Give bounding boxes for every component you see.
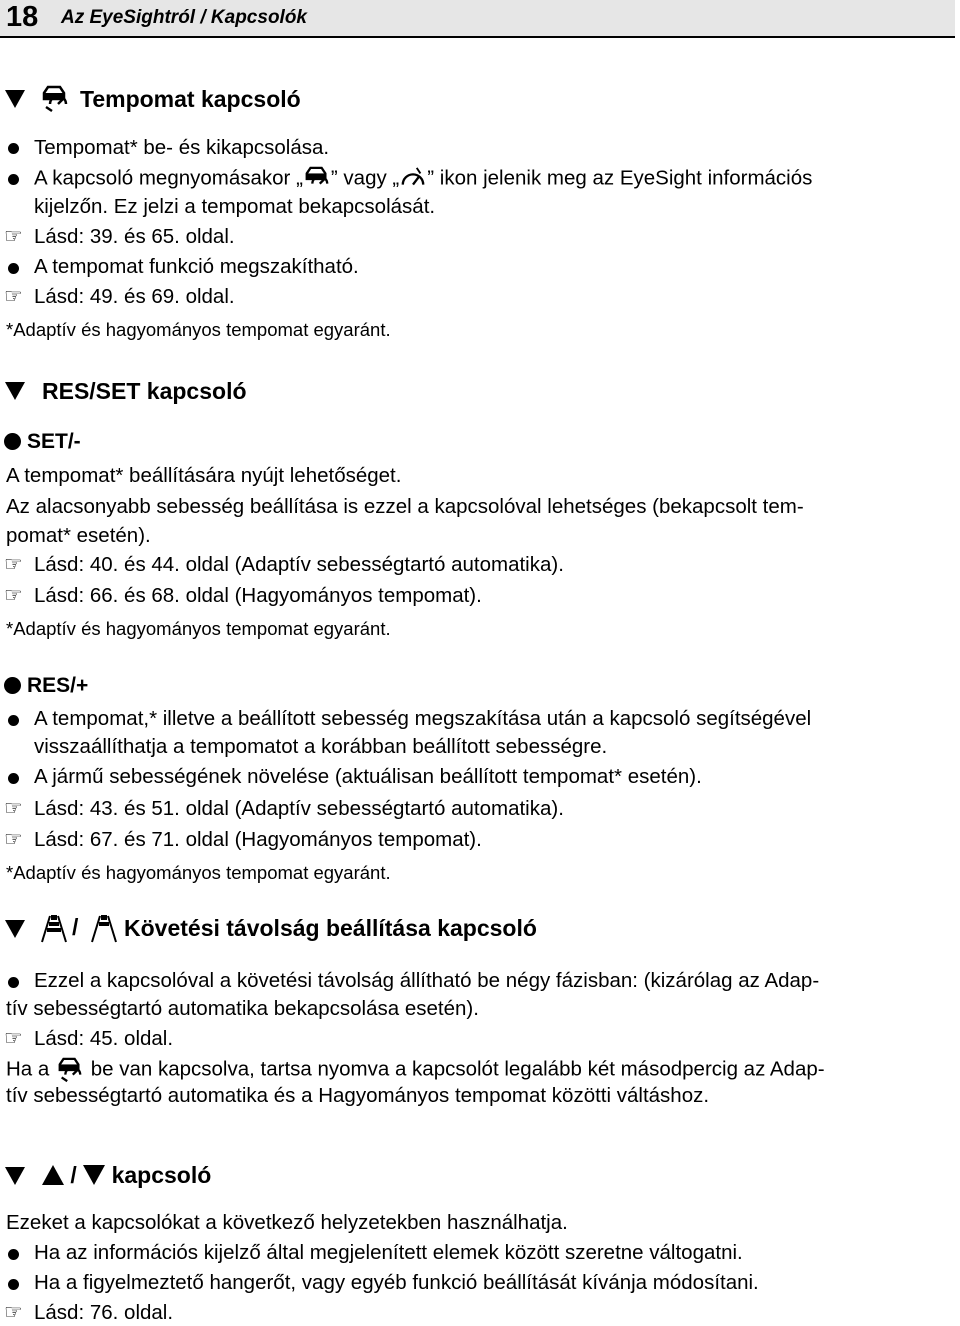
reference-icon: ☞ (4, 828, 23, 851)
set-note: *Adaptív és hagyományos tempomat egyaránt. (6, 618, 391, 639)
distance-line-2: tív sebességtartó automatika bekapcsolása esetén). (6, 997, 479, 1020)
section-marker-icon (5, 920, 25, 938)
reference-icon: ☞ (4, 285, 23, 308)
distance-short-icon (88, 912, 120, 944)
section-heading-distance: Követési távolság beállítása kapcsoló (124, 915, 537, 941)
res-note: *Adaptív és hagyományos tempomat egyaránt. (6, 862, 391, 883)
speedometer-icon (399, 166, 427, 192)
updown-line-2: Ha az információs kijelző által megjelenített elemek között szeretne váltogatni. (34, 1241, 743, 1264)
section-marker-icon (5, 90, 25, 108)
distance-line-3: Ha a be van kapcsolva, tartsa nyomva a kapcsolót legalább két másodpercig az Adap- (6, 1057, 825, 1083)
bullet (8, 773, 19, 784)
cruise-line-2: A kapcsoló megnyomásakor „ ” vagy „ ” ikon jelenik meg az EyeSight információs (34, 166, 812, 192)
cruise-ref-1: Lásd: 39. és 65. oldal. (34, 225, 235, 248)
updown-line-3: Ha a figyelmeztető hangerőt, vagy egyéb funkció beállítását kívánja módosítani. (34, 1271, 759, 1294)
updown-heading-row: / kapcsoló (42, 1161, 211, 1189)
subsection-dot-icon (4, 433, 21, 450)
bullet (8, 174, 19, 185)
updown-line-1: Ezeket a kapcsolókat a következő helyzetekben használhatja. (6, 1211, 568, 1234)
cruise-car-icon (55, 1057, 85, 1083)
set-ref-1: Lásd: 40. és 44. oldal (Adaptív sebességtartó automatika). (34, 553, 564, 576)
distance-line-4: tív sebességtartó automatika és a Hagyományos tempomat közötti váltáshoz. (6, 1084, 710, 1107)
arrow-up-icon (42, 1165, 64, 1185)
subsection-heading-res: RES/+ (27, 674, 89, 697)
distance-long-icon (38, 912, 70, 944)
updown-ref: Lásd: 76. oldal. (34, 1301, 174, 1324)
set-line-2: Az alacsonyabb sebesség beállítása is ezzel a kapcsolóval lehetséges (bekapcsolt tem- (6, 495, 804, 518)
subsection-dot-icon (4, 677, 21, 694)
cruise-car-icon (40, 85, 70, 113)
distance-ref: Lásd: 45. oldal. (34, 1027, 174, 1050)
res-line-2: visszaállíthatja a tempomatot a korábban beállított sebességre. (34, 735, 608, 758)
subsection-heading-set: SET/- (27, 430, 81, 453)
bullet (8, 263, 19, 274)
res-line-3: A jármű sebességének növelése (aktuálisan beállított tempomat* esetén). (34, 765, 702, 788)
section-marker-icon (5, 1167, 25, 1185)
arrow-down-icon (83, 1165, 105, 1185)
cruise-ref-2: Lásd: 49. és 69. oldal. (34, 285, 235, 308)
reference-icon: ☞ (4, 1027, 23, 1050)
bullet (8, 977, 19, 988)
reference-icon: ☞ (4, 1301, 23, 1324)
section-heading-cruise: Tempomat kapcsoló (80, 86, 301, 112)
bullet (8, 715, 19, 726)
cruise-line-4: A tempomat funkció megszakítható. (34, 255, 359, 278)
section-heading-updown: kapcsoló (111, 1162, 212, 1188)
reference-icon: ☞ (4, 225, 23, 248)
cruise-car-icon (303, 166, 331, 192)
reference-icon: ☞ (4, 584, 23, 607)
cruise-line-1: Tempomat* be- és kikapcsolása. (34, 136, 330, 159)
set-ref-2: Lásd: 66. és 68. oldal (Hagyományos tempomat). (34, 584, 482, 607)
page-number: 18 (6, 1, 39, 33)
page-header (0, 0, 955, 38)
reference-icon: ☞ (4, 797, 23, 820)
set-line-1: A tempomat* beállítására nyújt lehetőséget. (6, 464, 402, 487)
distance-line-1: Ezzel a kapcsolóval a követési távolság állítható be négy fázisban: (kizárólag az Adap- (34, 969, 820, 992)
distance-separator: / (72, 914, 79, 940)
bullet (8, 143, 19, 154)
header-title: Az EyeSightról / Kapcsolók (61, 7, 307, 28)
res-line-1: A tempomat,* illetve a beállított sebesség megszakítása után a kapcsoló segítségével (34, 707, 812, 730)
section-marker-icon (5, 382, 25, 400)
bullet (8, 1279, 19, 1290)
bullet (8, 1249, 19, 1260)
reference-icon: ☞ (4, 553, 23, 576)
section-heading-resset: RES/SET kapcsoló (42, 378, 247, 404)
res-ref-2: Lásd: 67. és 71. oldal (Hagyományos tempomat). (34, 828, 482, 851)
set-line-3: pomat* esetén). (6, 524, 151, 547)
cruise-line-3: kijelzőn. Ez jelzi a tempomat bekapcsolását. (34, 195, 436, 218)
cruise-note: *Adaptív és hagyományos tempomat egyaránt. (6, 319, 391, 340)
res-ref-1: Lásd: 43. és 51. oldal (Adaptív sebességtartó automatika). (34, 797, 564, 820)
